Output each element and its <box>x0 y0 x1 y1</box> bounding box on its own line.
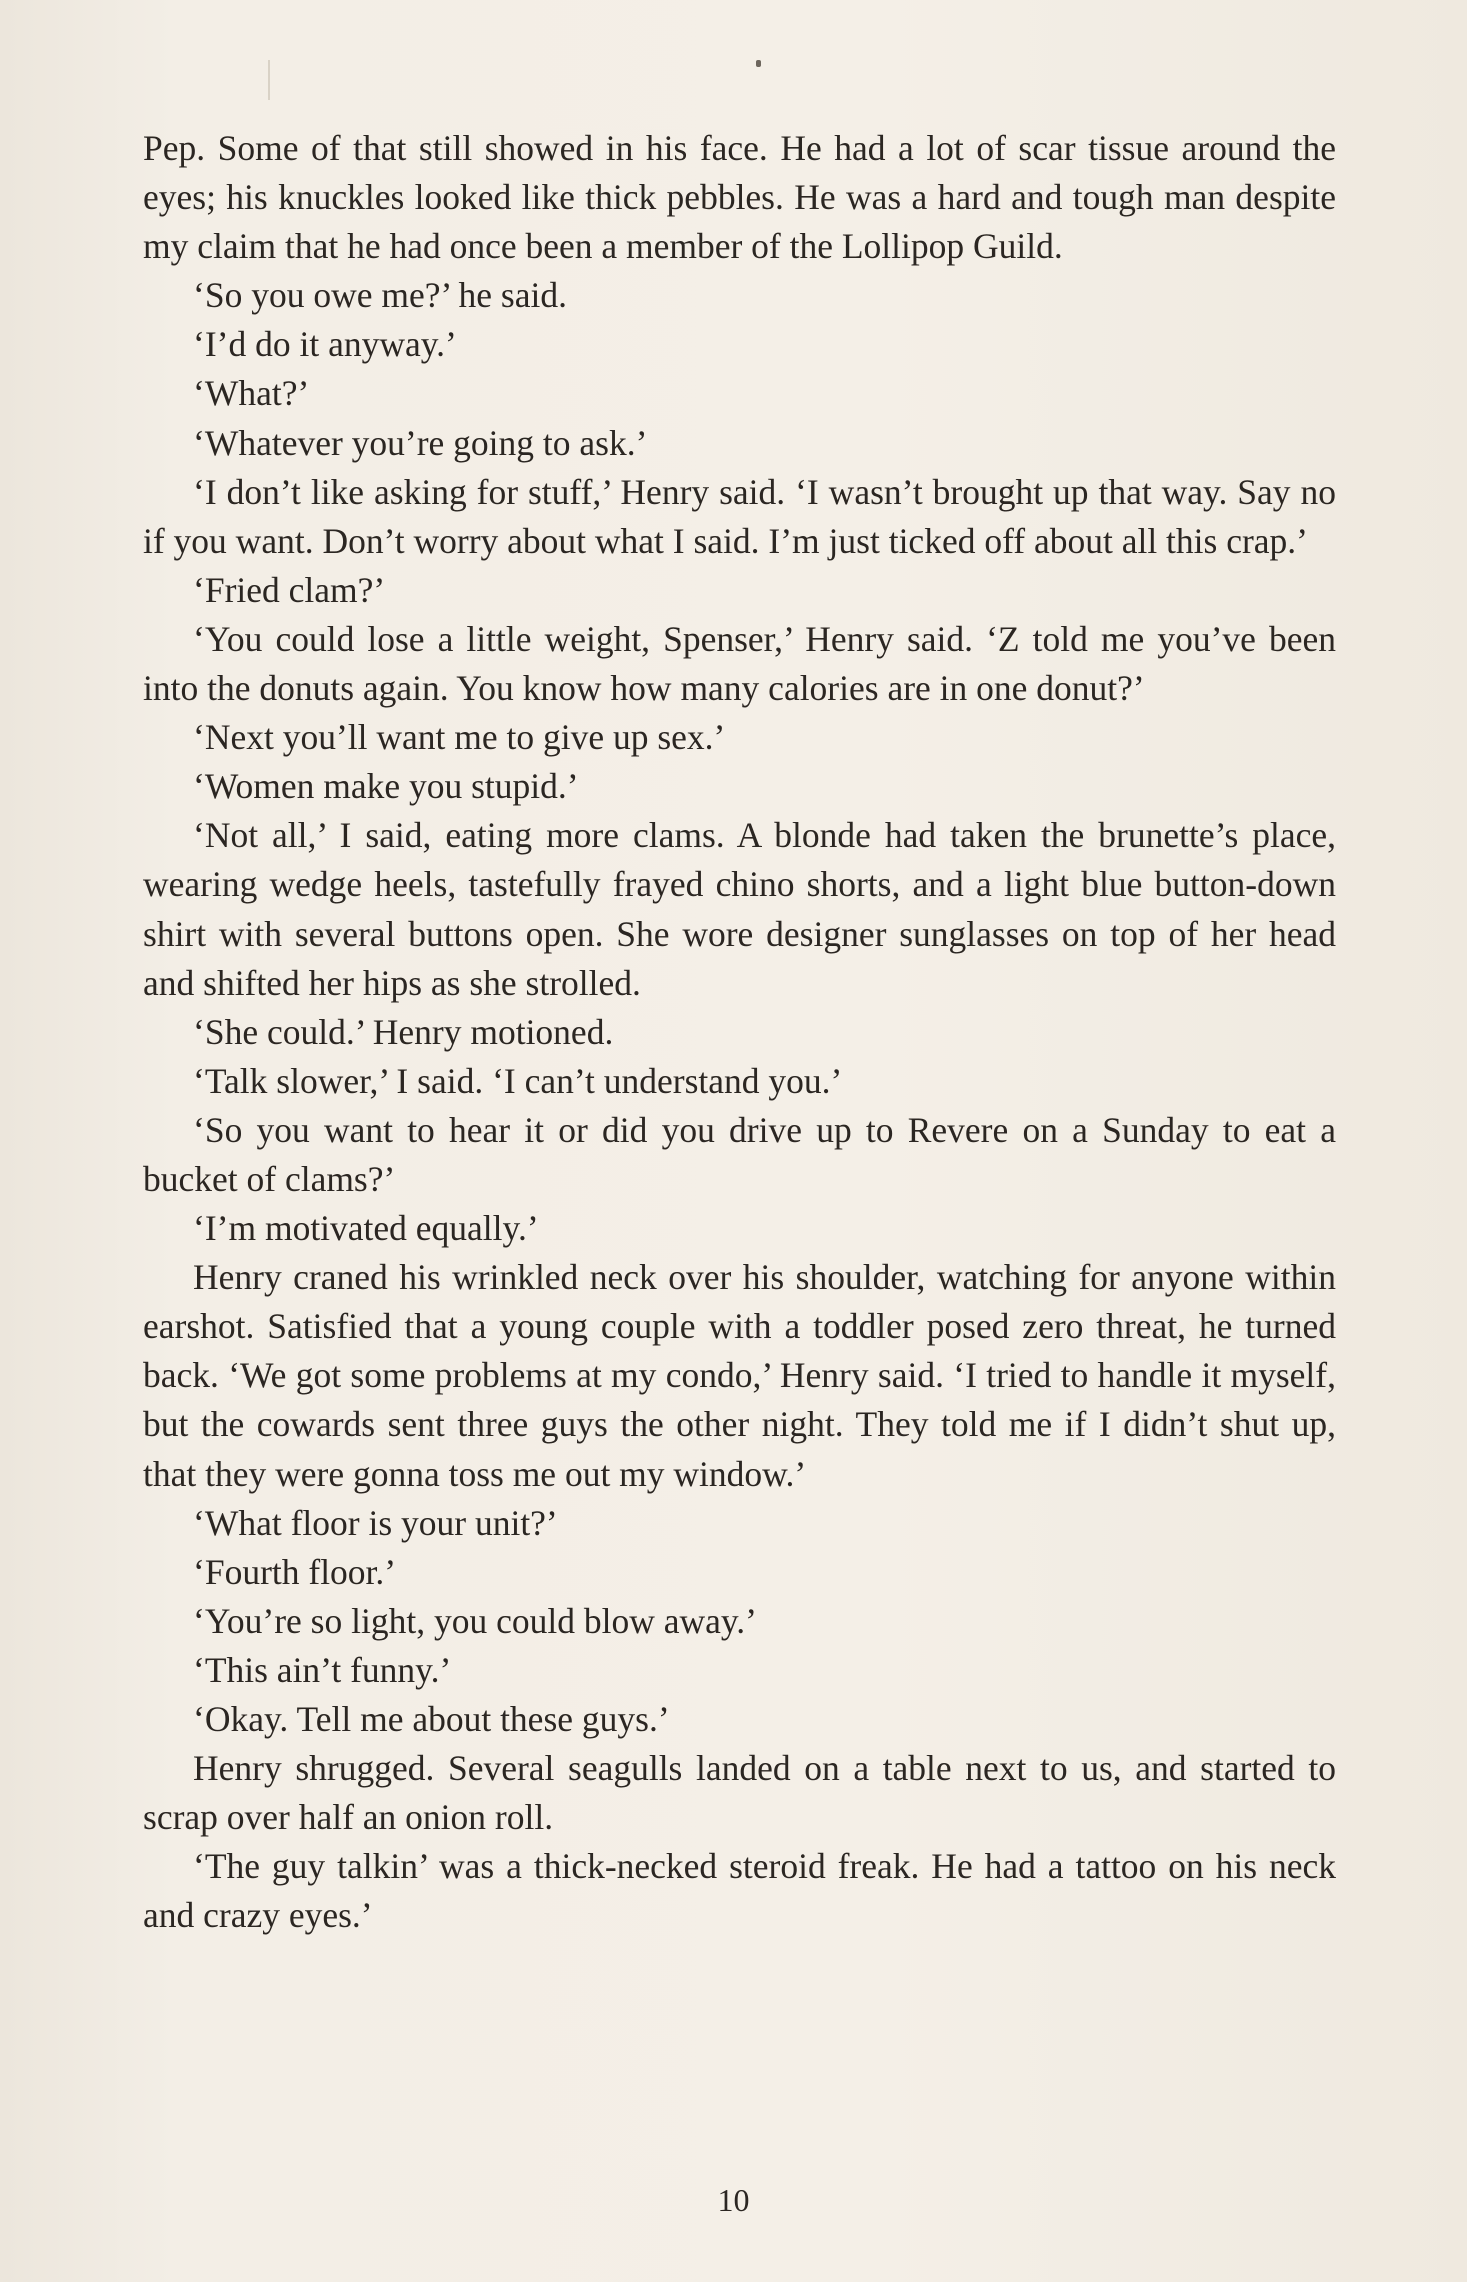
paragraph: ‘Fourth floor.’ <box>193 1551 397 1592</box>
paragraph: ‘What?’ <box>193 373 310 414</box>
paragraph: ‘Okay. Tell me about these guys.’ <box>193 1699 670 1739</box>
paragraph: Henry craned his wrinkled neck over his shoulder, watching for anyone within earshot. Satisfied that a young couple with a toddler posed zero threat, he turned back. ‘We got some problems at my condo,’ Henry said. ‘I tried to handle it myself, but the cowards sent three guys the other night. They told me if I didn’t shut up, that they were gonna toss me out my window.’ <box>143 1257 1336 1494</box>
paragraph: ‘So you want to hear it or did you drive up to Revere on a Sunday to eat a bucket of clams?’ <box>143 1109 1336 1199</box>
paragraph: ‘Women make you stupid.’ <box>193 766 579 807</box>
paragraph: ‘This ain’t funny.’ <box>193 1649 452 1690</box>
paragraph: ‘Talk slower,’ I said. ‘I can’t understand you.’ <box>193 1060 843 1101</box>
paragraph: ‘What floor is your unit?’ <box>193 1502 558 1543</box>
paragraph: ‘Fried clam?’ <box>193 569 386 610</box>
paragraph: ‘You could lose a little weight, Spenser,’ Henry said. ‘Z told me you’ve been into the donuts again. You know how many calories are in one donut?’ <box>143 618 1336 709</box>
body-text <box>143 124 1336 1940</box>
paragraph: ‘Next you’ll want me to give up sex.’ <box>193 717 726 758</box>
page-fold-mark <box>268 60 270 100</box>
paragraph: ‘So you owe me?’ he said. <box>193 275 567 316</box>
paragraph: ‘Whatever you’re going to ask.’ <box>193 422 648 463</box>
paragraph: ‘I’m motivated equally.’ <box>193 1208 539 1249</box>
paragraph: ‘You’re so light, you could blow away.’ <box>193 1600 757 1641</box>
paragraph: ‘I don’t like asking for stuff,’ Henry said. ‘I wasn’t brought up that way. Say no if you want. Don’t worry about what I said. I’m just ticked off about all this crap.’ <box>143 471 1336 561</box>
ink-speck <box>756 60 761 67</box>
paragraph: ‘She could.’ Henry motioned. <box>193 1011 614 1052</box>
paragraph: ‘I’d do it anyway.’ <box>193 324 457 365</box>
paragraph: ‘The guy talkin’ was a thick-necked steroid freak. He had a tattoo on his neck and crazy eyes.’ <box>143 1846 1336 1936</box>
paragraph: ‘Not all,’ I said, eating more clams. A blonde had taken the brunette’s place, wearing wedge heels, tastefully frayed chino shorts, and a light blue button-down shirt with several buttons open. She wore designer sunglasses on top of her head and shifted her hips as she strolled. <box>143 815 1336 1003</box>
paragraph: Henry shrugged. Several seagulls landed on a table next to us, and started to scrap over half an onion roll. <box>143 1748 1336 1838</box>
page-number: 10 <box>717 2182 750 2218</box>
paragraph: Pep. Some of that still showed in his face. He had a lot of scar tissue around the eyes; his knuckles looked like thick pebbles. He was a hard and tough man despite my claim that he had once been a member of the Lollipop Guild. <box>143 128 1336 267</box>
